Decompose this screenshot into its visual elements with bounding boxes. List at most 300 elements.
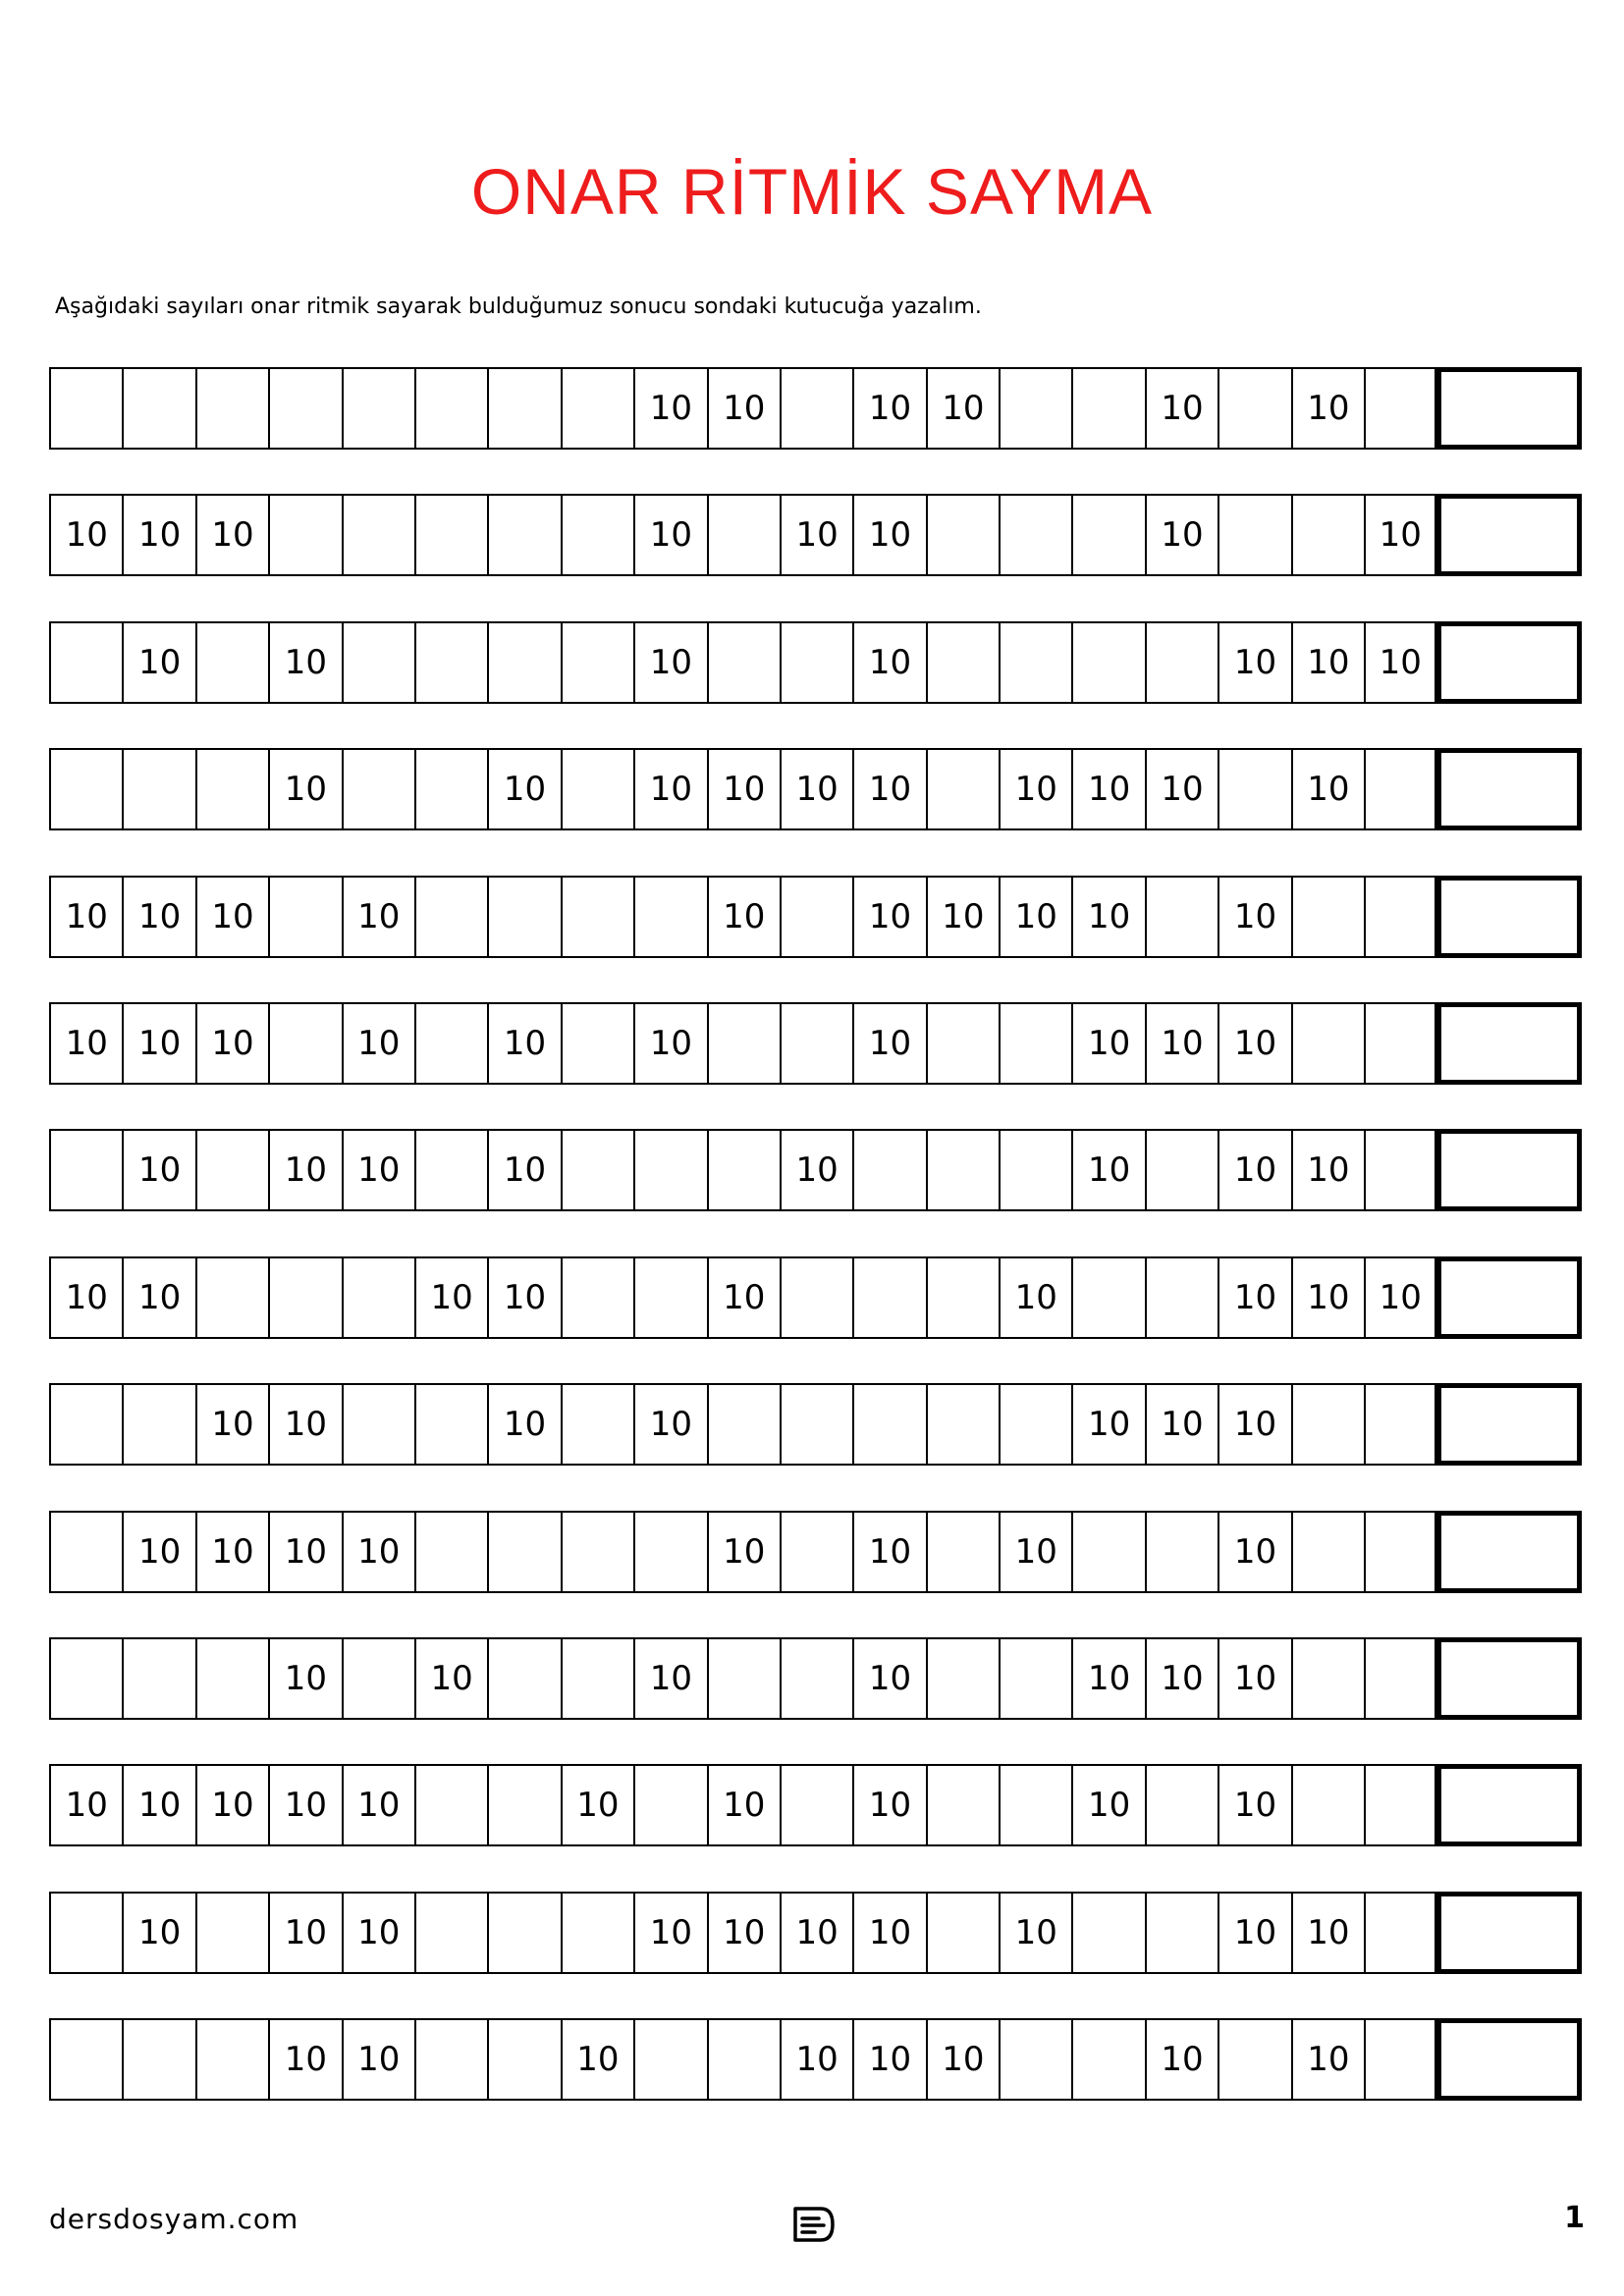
number-cell	[342, 1256, 414, 1339]
number-cell: 10	[195, 876, 268, 958]
number-cell: 10	[1071, 748, 1144, 830]
number-cell: 10	[487, 1383, 560, 1466]
number-cell: 10	[1218, 1764, 1290, 1846]
number-cell	[1218, 367, 1290, 450]
answer-box[interactable]	[1436, 621, 1582, 704]
number-cell	[1364, 748, 1436, 830]
number-cell: 10	[1291, 1892, 1364, 1974]
number-cell	[926, 1892, 999, 1974]
number-cell	[1218, 494, 1290, 576]
number-cell	[1071, 2018, 1144, 2101]
number-cell: 10	[561, 2018, 633, 2101]
number-cell: 10	[268, 1764, 341, 1846]
number-cell	[1291, 876, 1364, 958]
number-cell	[342, 621, 414, 704]
number-cell	[780, 1637, 852, 1720]
number-cell: 10	[707, 748, 780, 830]
number-cell	[49, 1892, 122, 1974]
number-cell: 10	[1291, 621, 1364, 704]
number-cell: 10	[268, 1129, 341, 1211]
number-cell	[122, 1383, 194, 1466]
number-cell	[268, 1002, 341, 1085]
number-cell	[1071, 1892, 1144, 1974]
number-cell: 10	[633, 1637, 706, 1720]
number-cell: 10	[1364, 494, 1436, 576]
number-cell: 10	[633, 1892, 706, 1974]
number-cell	[780, 367, 852, 450]
number-cell: 10	[268, 621, 341, 704]
answer-box[interactable]	[1436, 1256, 1582, 1339]
number-cell: 10	[1218, 876, 1290, 958]
answer-box[interactable]	[1436, 1129, 1582, 1211]
number-cell: 10	[707, 1764, 780, 1846]
number-cell	[707, 1002, 780, 1085]
number-cell: 10	[707, 367, 780, 450]
number-cell	[1145, 876, 1218, 958]
number-cell	[1364, 2018, 1436, 2101]
number-cell: 10	[999, 876, 1071, 958]
number-cell	[926, 1383, 999, 1466]
number-cell	[707, 1129, 780, 1211]
number-cell: 10	[414, 1637, 487, 1720]
number-cell	[561, 1256, 633, 1339]
number-cell	[633, 1256, 706, 1339]
number-cell: 10	[1071, 1764, 1144, 1846]
number-cell	[487, 1764, 560, 1846]
number-cell: 10	[414, 1256, 487, 1339]
page-title: ONAR RİTMİK SAYMA	[470, 155, 1154, 228]
number-cell	[122, 1637, 194, 1720]
number-cell: 10	[1218, 1892, 1290, 1974]
number-cell	[487, 1511, 560, 1593]
instruction-text: Aşağıdaki sayıları onar ritmik sayarak bulduğumuz sonucu sondaki kutucuğa yazalım.	[55, 294, 982, 319]
number-cell: 10	[999, 1256, 1071, 1339]
number-cell	[49, 1637, 122, 1720]
number-cell	[1071, 367, 1144, 450]
number-cell	[487, 1892, 560, 1974]
number-cell: 10	[852, 876, 925, 958]
page-number: 1	[1564, 2201, 1585, 2235]
number-cell	[1071, 1256, 1144, 1339]
number-cell	[49, 621, 122, 704]
number-cell	[780, 1764, 852, 1846]
number-cell: 10	[122, 1892, 194, 1974]
number-cell	[852, 1256, 925, 1339]
number-cell	[49, 367, 122, 450]
number-cell	[561, 1383, 633, 1466]
number-cell	[780, 876, 852, 958]
number-cell	[633, 1511, 706, 1593]
number-cell	[999, 1764, 1071, 1846]
counting-row	[49, 1383, 1583, 1466]
number-cell	[268, 494, 341, 576]
number-cell: 10	[342, 1129, 414, 1211]
number-cell: 10	[195, 1383, 268, 1466]
number-cell	[561, 494, 633, 576]
number-cell	[707, 621, 780, 704]
number-cell	[1364, 1892, 1436, 1974]
number-cell: 10	[1364, 1256, 1436, 1339]
number-cell	[1291, 1764, 1364, 1846]
number-cell	[1364, 1383, 1436, 1466]
number-cell: 10	[268, 1383, 341, 1466]
number-cell	[49, 748, 122, 830]
number-cell	[342, 1383, 414, 1466]
counting-row	[49, 621, 1583, 704]
number-cell	[487, 367, 560, 450]
number-cell	[707, 494, 780, 576]
number-cell	[780, 1511, 852, 1593]
number-cell	[49, 1383, 122, 1466]
number-cell	[122, 2018, 194, 2101]
number-cell: 10	[1071, 1637, 1144, 1720]
number-cell	[999, 1383, 1071, 1466]
number-cell	[1291, 1637, 1364, 1720]
number-cell: 10	[122, 1764, 194, 1846]
number-cell: 10	[999, 1892, 1071, 1974]
counting-grid	[49, 367, 1583, 2145]
counting-row	[49, 876, 1583, 958]
counting-row	[49, 1129, 1583, 1211]
number-cell	[1364, 1129, 1436, 1211]
number-cell	[999, 621, 1071, 704]
number-cell	[49, 2018, 122, 2101]
number-cell	[780, 621, 852, 704]
number-cell: 10	[49, 1256, 122, 1339]
number-cell: 10	[707, 1892, 780, 1974]
number-cell	[561, 621, 633, 704]
number-cell	[633, 1129, 706, 1211]
number-cell: 10	[926, 2018, 999, 2101]
number-cell	[1145, 1764, 1218, 1846]
number-cell: 10	[49, 876, 122, 958]
number-cell	[926, 621, 999, 704]
number-cell	[561, 1892, 633, 1974]
number-cell	[414, 494, 487, 576]
number-cell	[1218, 748, 1290, 830]
number-cell: 10	[707, 876, 780, 958]
number-cell	[633, 2018, 706, 2101]
number-cell: 10	[268, 748, 341, 830]
number-cell	[342, 748, 414, 830]
number-cell: 10	[707, 1256, 780, 1339]
number-cell	[195, 1256, 268, 1339]
number-cell: 10	[487, 1129, 560, 1211]
number-cell	[999, 1637, 1071, 1720]
document-lines-icon	[791, 2205, 837, 2244]
number-cell: 10	[780, 2018, 852, 2101]
number-cell	[414, 748, 487, 830]
number-cell: 10	[1218, 1511, 1290, 1593]
number-cell: 10	[342, 2018, 414, 2101]
number-cell	[999, 1129, 1071, 1211]
number-cell	[342, 494, 414, 576]
number-cell	[1071, 1511, 1144, 1593]
number-cell	[926, 1511, 999, 1593]
footer-site-name: dersdosyam.com	[49, 2203, 299, 2235]
number-cell: 10	[852, 367, 925, 450]
number-cell	[1364, 1511, 1436, 1593]
number-cell: 10	[122, 1511, 194, 1593]
counting-row	[49, 748, 1583, 830]
number-cell	[1364, 876, 1436, 958]
counting-row	[49, 1511, 1583, 1593]
number-cell: 10	[633, 621, 706, 704]
counting-row	[49, 1637, 1583, 1720]
answer-box[interactable]	[1436, 1637, 1582, 1720]
number-cell	[268, 367, 341, 450]
number-cell	[999, 367, 1071, 450]
number-cell	[487, 1637, 560, 1720]
number-cell: 10	[1291, 2018, 1364, 2101]
number-cell	[1364, 367, 1436, 450]
number-cell	[1364, 1764, 1436, 1846]
number-cell: 10	[1218, 1002, 1290, 1085]
number-cell: 10	[780, 494, 852, 576]
number-cell: 10	[561, 1764, 633, 1846]
number-cell	[342, 367, 414, 450]
number-cell: 10	[1145, 494, 1218, 576]
number-cell	[707, 1383, 780, 1466]
counting-row	[49, 1764, 1583, 1846]
answer-box[interactable]	[1436, 1764, 1582, 1846]
number-cell	[926, 494, 999, 576]
number-cell	[1291, 1511, 1364, 1593]
number-cell	[268, 1256, 341, 1339]
number-cell	[342, 1637, 414, 1720]
number-cell	[1145, 1892, 1218, 1974]
number-cell: 10	[707, 1511, 780, 1593]
number-cell: 10	[1291, 1129, 1364, 1211]
number-cell	[926, 1637, 999, 1720]
number-cell: 10	[342, 1892, 414, 1974]
answer-box[interactable]	[1436, 494, 1582, 576]
answer-box[interactable]	[1436, 367, 1582, 450]
number-cell: 10	[195, 1002, 268, 1085]
number-cell	[122, 748, 194, 830]
number-cell: 10	[926, 367, 999, 450]
number-cell: 10	[487, 748, 560, 830]
number-cell: 10	[1218, 1383, 1290, 1466]
number-cell	[414, 367, 487, 450]
number-cell: 10	[1364, 621, 1436, 704]
number-cell: 10	[1145, 748, 1218, 830]
answer-box[interactable]	[1436, 1002, 1582, 1085]
number-cell: 10	[926, 876, 999, 958]
counting-row	[49, 1256, 1583, 1339]
number-cell	[414, 1383, 487, 1466]
number-cell: 10	[1291, 367, 1364, 450]
number-cell: 10	[122, 876, 194, 958]
number-cell: 10	[852, 1002, 925, 1085]
number-cell: 10	[122, 1256, 194, 1339]
counting-row	[49, 2018, 1583, 2101]
number-cell	[780, 1256, 852, 1339]
number-cell: 10	[1071, 1383, 1144, 1466]
number-cell: 10	[633, 1383, 706, 1466]
number-cell	[195, 748, 268, 830]
number-cell: 10	[1145, 1383, 1218, 1466]
number-cell	[926, 1256, 999, 1339]
number-cell	[414, 1002, 487, 1085]
number-cell: 10	[633, 1002, 706, 1085]
number-cell	[49, 1511, 122, 1593]
number-cell: 10	[122, 621, 194, 704]
number-cell: 10	[852, 1511, 925, 1593]
number-cell: 10	[852, 748, 925, 830]
number-cell	[414, 1511, 487, 1593]
number-cell: 10	[852, 1637, 925, 1720]
number-cell: 10	[1145, 1002, 1218, 1085]
number-cell: 10	[999, 748, 1071, 830]
number-cell	[852, 1129, 925, 1211]
number-cell: 10	[633, 748, 706, 830]
number-cell	[487, 494, 560, 576]
number-cell: 10	[195, 494, 268, 576]
number-cell	[1145, 621, 1218, 704]
number-cell: 10	[487, 1256, 560, 1339]
number-cell: 10	[633, 494, 706, 576]
number-cell	[633, 1764, 706, 1846]
number-cell	[1218, 2018, 1290, 2101]
number-cell: 10	[999, 1511, 1071, 1593]
number-cell: 10	[268, 1637, 341, 1720]
counting-row	[49, 1002, 1583, 1085]
number-cell	[195, 1892, 268, 1974]
number-cell: 10	[487, 1002, 560, 1085]
number-cell: 10	[268, 1892, 341, 1974]
number-cell	[195, 1129, 268, 1211]
number-cell	[195, 621, 268, 704]
number-cell	[195, 367, 268, 450]
number-cell: 10	[780, 1129, 852, 1211]
number-cell: 10	[1145, 1637, 1218, 1720]
number-cell: 10	[49, 1764, 122, 1846]
number-cell	[707, 2018, 780, 2101]
number-cell	[268, 876, 341, 958]
number-cell	[561, 1002, 633, 1085]
number-cell	[999, 2018, 1071, 2101]
number-cell	[852, 1383, 925, 1466]
number-cell	[999, 1002, 1071, 1085]
number-cell	[1071, 621, 1144, 704]
number-cell: 10	[1071, 1129, 1144, 1211]
number-cell	[1364, 1637, 1436, 1720]
number-cell: 10	[342, 1764, 414, 1846]
number-cell: 10	[1218, 1637, 1290, 1720]
number-cell: 10	[852, 621, 925, 704]
number-cell	[195, 1637, 268, 1720]
number-cell: 10	[1218, 1256, 1290, 1339]
number-cell	[487, 2018, 560, 2101]
number-cell	[561, 1511, 633, 1593]
number-cell	[1145, 1129, 1218, 1211]
number-cell: 10	[49, 494, 122, 576]
number-cell	[414, 1892, 487, 1974]
number-cell	[926, 1764, 999, 1846]
number-cell: 10	[1218, 621, 1290, 704]
number-cell	[1291, 1383, 1364, 1466]
number-cell: 10	[49, 1002, 122, 1085]
number-cell	[1364, 1002, 1436, 1085]
number-cell: 10	[852, 494, 925, 576]
answer-box[interactable]	[1436, 1383, 1582, 1466]
number-cell	[1145, 1256, 1218, 1339]
number-cell	[414, 2018, 487, 2101]
number-cell	[561, 367, 633, 450]
number-cell	[122, 367, 194, 450]
number-cell: 10	[852, 1764, 925, 1846]
number-cell: 10	[633, 367, 706, 450]
number-cell: 10	[268, 1511, 341, 1593]
number-cell	[780, 1002, 852, 1085]
number-cell: 10	[1291, 748, 1364, 830]
number-cell	[926, 1002, 999, 1085]
number-cell: 10	[122, 494, 194, 576]
answer-box[interactable]	[1436, 1511, 1582, 1593]
number-cell: 10	[195, 1511, 268, 1593]
counting-row	[49, 367, 1583, 450]
number-cell: 10	[780, 1892, 852, 1974]
answer-box[interactable]	[1436, 748, 1582, 830]
answer-box[interactable]	[1436, 1892, 1582, 1974]
number-cell: 10	[780, 748, 852, 830]
number-cell	[633, 876, 706, 958]
number-cell	[487, 621, 560, 704]
number-cell	[561, 876, 633, 958]
answer-box[interactable]	[1436, 2018, 1582, 2101]
number-cell	[487, 876, 560, 958]
number-cell: 10	[122, 1002, 194, 1085]
number-cell: 10	[195, 1764, 268, 1846]
number-cell	[707, 1637, 780, 1720]
number-cell	[1291, 494, 1364, 576]
number-cell	[49, 1129, 122, 1211]
number-cell	[926, 748, 999, 830]
number-cell	[561, 1129, 633, 1211]
number-cell: 10	[268, 2018, 341, 2101]
counting-row	[49, 494, 1583, 576]
counting-row	[49, 1892, 1583, 1974]
answer-box[interactable]	[1436, 876, 1582, 958]
number-cell	[561, 748, 633, 830]
number-cell: 10	[1071, 876, 1144, 958]
number-cell	[414, 876, 487, 958]
number-cell: 10	[122, 1129, 194, 1211]
number-cell: 10	[1071, 1002, 1144, 1085]
number-cell: 10	[1218, 1129, 1290, 1211]
number-cell	[414, 621, 487, 704]
number-cell	[780, 1383, 852, 1466]
number-cell	[1071, 494, 1144, 576]
number-cell: 10	[852, 1892, 925, 1974]
number-cell: 10	[342, 1511, 414, 1593]
number-cell	[1145, 1511, 1218, 1593]
number-cell: 10	[342, 1002, 414, 1085]
number-cell	[414, 1129, 487, 1211]
number-cell	[926, 1129, 999, 1211]
number-cell	[1291, 1002, 1364, 1085]
number-cell	[195, 2018, 268, 2101]
number-cell	[999, 494, 1071, 576]
number-cell: 10	[1145, 367, 1218, 450]
number-cell: 10	[852, 2018, 925, 2101]
number-cell	[561, 1637, 633, 1720]
number-cell: 10	[342, 876, 414, 958]
number-cell: 10	[1145, 2018, 1218, 2101]
number-cell: 10	[1291, 1256, 1364, 1339]
number-cell	[414, 1764, 487, 1846]
